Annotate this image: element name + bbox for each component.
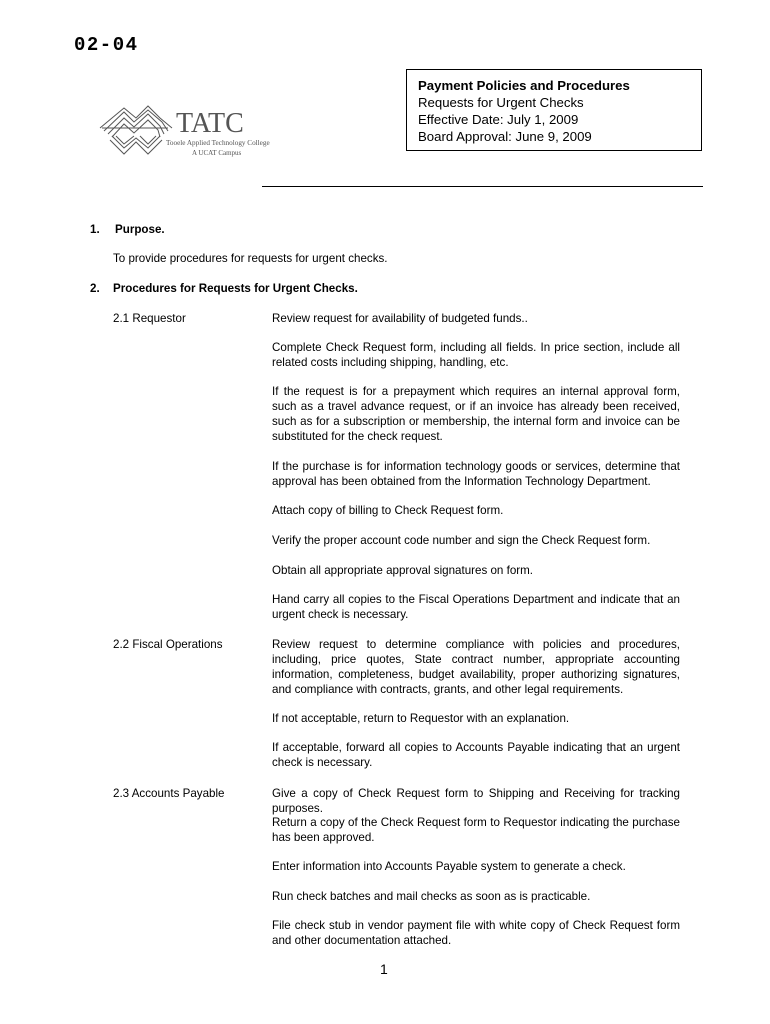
logo-campus: A UCAT Campus (192, 149, 242, 157)
logo-wordmark: TATC (176, 108, 244, 139)
section-2-title: Procedures for Requests for Urgent Checks. (113, 282, 358, 295)
logo-college-name: Tooele Applied Technology College (166, 139, 270, 147)
ap-para-2: Return a copy of the Check Request form to Requestor indicating the purchase has been approved. (272, 816, 680, 844)
effective-date: Effective Date: July 1, 2009 (418, 112, 579, 127)
policy-info-box (406, 69, 702, 151)
board-approval: Board Approval: June 9, 2009 (418, 129, 592, 144)
section-2-number: 2. (90, 282, 100, 295)
ap-para-4: Run check batches and mail checks as soon as is practicable. (272, 890, 591, 903)
ap-para-5: File check stub in vendor payment file with white copy of Check Request form and other documentation attached. (272, 919, 680, 947)
sub-2-3-label: 2.3 Accounts Payable (113, 787, 225, 800)
policy-subtitle: Requests for Urgent Checks (418, 95, 584, 110)
requestor-para-4: If the purchase is for information technology goods or services, determine that approval has been obtained from the Information Technology Department. (272, 460, 680, 488)
requestor-para-5: Attach copy of billing to Check Request form. (272, 504, 504, 517)
section-1-number: 1. (90, 223, 100, 236)
section-1-title: Purpose. (115, 223, 165, 236)
policy-title: Payment Policies and Procedures (418, 78, 630, 93)
fiscal-para-1: Review request to determine compliance with policies and procedures, including, price quotes, State contract number, appropriate accounting information, completeness, budget availability, proper authorizing signatures, and compliance with contracts, grants, and other legal requirements. (272, 638, 680, 696)
fiscal-para-3: If acceptable, forward all copies to Accounts Payable indicating that an urgent check is necessary. (272, 741, 680, 769)
requestor-para-3: If the request is for a prepayment which requires an internal approval form, such as a travel advance request, or if an invoice has already been received, such as for a subscription or membership, the internal form and invoice can be substituted for the check request. (272, 385, 680, 443)
requestor-para-7: Obtain all appropriate approval signatures on form. (272, 564, 534, 577)
mountain-logo-icon (98, 100, 270, 164)
requestor-para-1: Review request for availability of budgeted funds.. (272, 312, 528, 325)
section-1-text: To provide procedures for requests for urgent checks. (113, 252, 388, 265)
sub-2-1-label: 2.1 Requestor (113, 312, 186, 325)
page-number: 1 (380, 961, 388, 977)
ap-para-1: Give a copy of Check Request form to Shipping and Receiving for tracking purposes. (272, 787, 680, 815)
header-rule (262, 186, 703, 187)
fiscal-para-2: If not acceptable, return to Requestor with an explanation. (272, 712, 570, 725)
ap-para-3: Enter information into Accounts Payable system to generate a check. (272, 860, 626, 873)
requestor-para-6: Verify the proper account code number and sign the Check Request form. (272, 534, 651, 547)
requestor-para-8: Hand carry all copies to the Fiscal Operations Department and indicate that an urgent check is necessary. (272, 593, 680, 621)
tatc-logo (98, 100, 270, 164)
sub-2-2-label: 2.2 Fiscal Operations (113, 638, 223, 651)
document-number: 02-04 (74, 34, 139, 56)
requestor-para-2: Complete Check Request form, including all fields. In price section, include all related costs including shipping, handling, etc. (272, 341, 680, 369)
